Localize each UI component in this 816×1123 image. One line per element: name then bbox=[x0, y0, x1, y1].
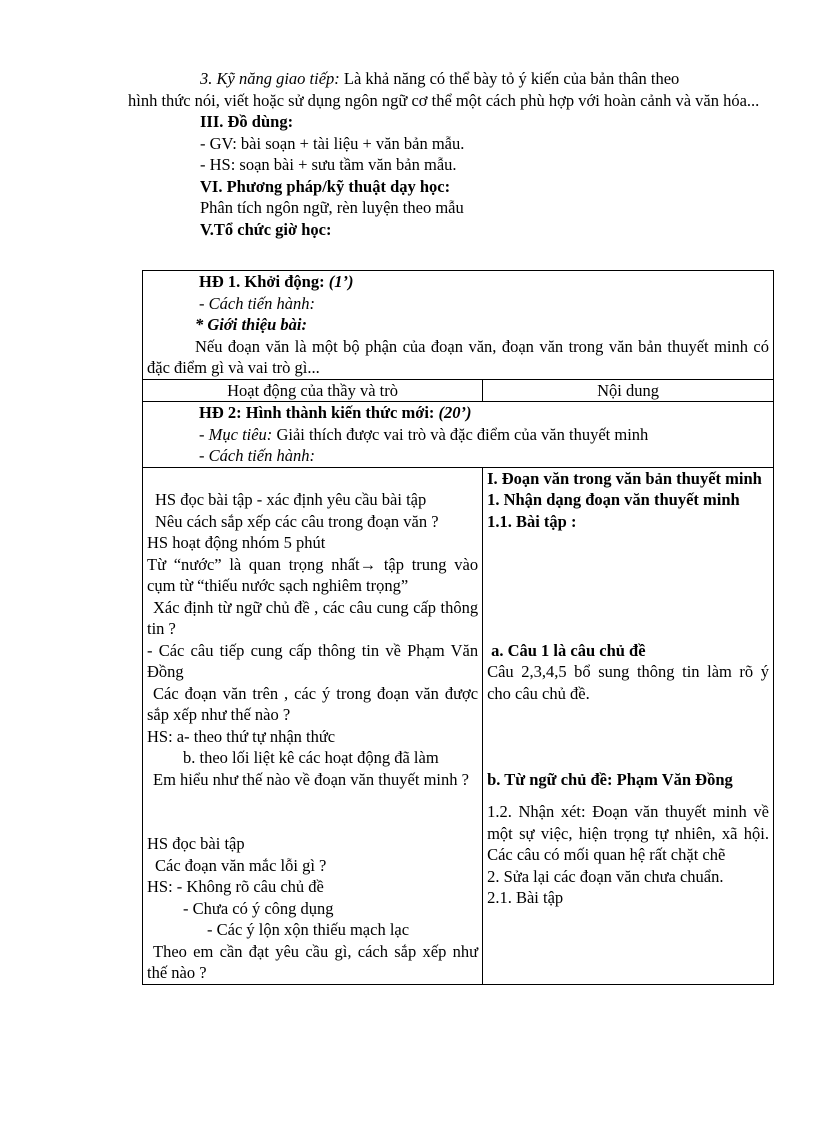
activity-line: Nêu cách sắp xếp các câu trong đoạn văn ? bbox=[155, 511, 439, 531]
spacer bbox=[147, 812, 478, 834]
content-row bbox=[143, 467, 774, 984]
content-line: 1.1. Bài tập : bbox=[487, 511, 577, 531]
hd2-row bbox=[143, 402, 774, 468]
hd2-goal bbox=[147, 424, 769, 446]
hd2-method: - Cách tiến hành: bbox=[199, 446, 315, 465]
spacer bbox=[487, 554, 769, 576]
intro-label: * Giới thiệu bài: bbox=[195, 315, 307, 334]
activity-line: b. theo lối liệt kê các hoạt động đã làm bbox=[183, 748, 439, 767]
activity-line: HS đọc bài tập - xác định yêu cầu bài tập bbox=[155, 490, 427, 509]
activity-cell bbox=[143, 467, 483, 984]
activity-line: - Chưa có ý công dụng bbox=[183, 898, 334, 918]
activity-line: HS hoạt động nhóm 5 phút bbox=[147, 533, 326, 552]
content-line: 2. Sửa lại các đoạn văn chưa chuẩn. bbox=[487, 866, 724, 886]
spacer bbox=[487, 726, 769, 748]
section3-title: III. Đồ dùng: bbox=[200, 112, 294, 131]
activity-line: Từ “nước” là quan trọng nhất→ tập trung vào cụm từ “thiếu nước sạch nghiêm trọng” bbox=[147, 554, 479, 595]
content-line: 1. Nhận dạng đoạn văn thuyết minh bbox=[487, 490, 740, 509]
content-line: 2.1. Bài tập bbox=[487, 888, 564, 907]
section5-title: V.Tổ chức giờ học: bbox=[200, 219, 332, 239]
hd1-heading bbox=[147, 271, 769, 293]
hd1-time: (1’) bbox=[328, 272, 354, 291]
activity-line: - Các câu tiếp cung cấp thông tin về Phạm Văn Đồng bbox=[147, 640, 479, 681]
content-cell bbox=[483, 467, 774, 984]
hd1-title: HĐ 1. Khởi động: bbox=[199, 272, 329, 291]
section6-title: VI. Phương pháp/kỹ thuật dạy học: bbox=[200, 176, 451, 196]
skill3-paragraph bbox=[164, 68, 772, 90]
gv-materials: - GV: bài soạn + tài liệu + văn bản mẫu. bbox=[200, 133, 465, 153]
activity-line: Theo em cần đạt yêu cầu gì, cách sắp xếp như thế nào ? bbox=[147, 941, 479, 982]
method-text: Phân tích ngôn ngữ, rèn luyện theo mẫu bbox=[200, 198, 464, 217]
spacer bbox=[487, 618, 769, 640]
content-line: I. Đoạn văn trong văn bản thuyết minh bbox=[487, 468, 762, 488]
activity-line: HS: a- theo thứ tự nhận thức bbox=[147, 726, 336, 746]
activity-line: Em hiểu như thế nào về đoạn văn thuyết minh ? bbox=[153, 769, 469, 789]
activity-line: - Các ý lộn xộn thiếu mạch lạc bbox=[207, 920, 410, 939]
content-line: 1.2. Nhận xét: Đoạn văn thuyết minh về một sự việc, hiện trọng tự nhiên, xã hội. Các câu có mối quan hệ rất chặt chẽ bbox=[487, 802, 769, 864]
activity-line: HS đọc bài tập bbox=[147, 834, 245, 853]
spacer bbox=[487, 532, 769, 554]
activity-line: HS: - Không rõ câu chủ đề bbox=[147, 877, 324, 896]
spacer bbox=[487, 704, 769, 726]
spacer bbox=[147, 790, 478, 812]
skill3-text-line1: Là khả năng có thể bày tỏ ý kiến của bản thân theo bbox=[339, 69, 680, 88]
col-activity-header: Hoạt động của thầy và trò bbox=[143, 379, 483, 402]
content-line: b. Từ ngữ chủ đề: Phạm Văn Đồng bbox=[487, 769, 733, 789]
content-line: a. Câu 1 là câu chủ đề bbox=[491, 640, 646, 660]
intro-section bbox=[128, 68, 772, 240]
spacer bbox=[487, 747, 769, 769]
lesson-table bbox=[142, 270, 774, 985]
spacer bbox=[487, 575, 769, 597]
col-content-header: Nội dung bbox=[483, 379, 774, 402]
hd2-heading bbox=[147, 402, 769, 424]
hd2-goal-text: Giải thích được vai trò và đặc điểm của văn thuyết minh bbox=[272, 424, 649, 444]
hd1-method: - Cách tiến hành: bbox=[199, 293, 315, 313]
content-line: Câu 2,3,4,5 bổ sung thông tin làm rõ ý cho câu chủ đề. bbox=[487, 662, 769, 703]
spacer bbox=[487, 790, 769, 801]
intro-text: Nếu đoạn văn là một bộ phận của đoạn văn, đoạn văn trong văn bản thuyết minh có đặc điểm gì và vai trò gì... bbox=[147, 336, 769, 377]
hd1-cell bbox=[143, 271, 774, 380]
hs-materials: - HS: soạn bài + sưu tầm văn bản mẫu. bbox=[200, 155, 457, 174]
spacer bbox=[147, 468, 478, 490]
activity-line: Các đoạn văn trên , các ý trong đoạn văn được sắp xếp như thế nào ? bbox=[147, 683, 479, 724]
activity-line: Xác định từ ngữ chủ đề , các câu cung cấp thông tin ? bbox=[147, 597, 479, 638]
activity-line: Các đoạn văn mắc lỗi gì ? bbox=[155, 855, 327, 875]
hd2-time: (20’) bbox=[438, 403, 472, 422]
spacer bbox=[487, 597, 769, 619]
skill3-label: 3. Kỹ năng giao tiếp: bbox=[200, 69, 340, 88]
skill3-text-rest: hình thức nói, viết hoặc sử dụng ngôn ngữ cơ thể một cách phù hợp với hoàn cảnh và văn hóa... bbox=[128, 90, 760, 110]
header-row bbox=[143, 379, 774, 402]
hd2-cell bbox=[143, 402, 774, 468]
hd2-goal-label: - Mục tiêu: bbox=[199, 424, 273, 444]
hd1-row bbox=[143, 271, 774, 380]
hd2-title: HĐ 2: Hình thành kiến thức mới: bbox=[199, 403, 439, 422]
